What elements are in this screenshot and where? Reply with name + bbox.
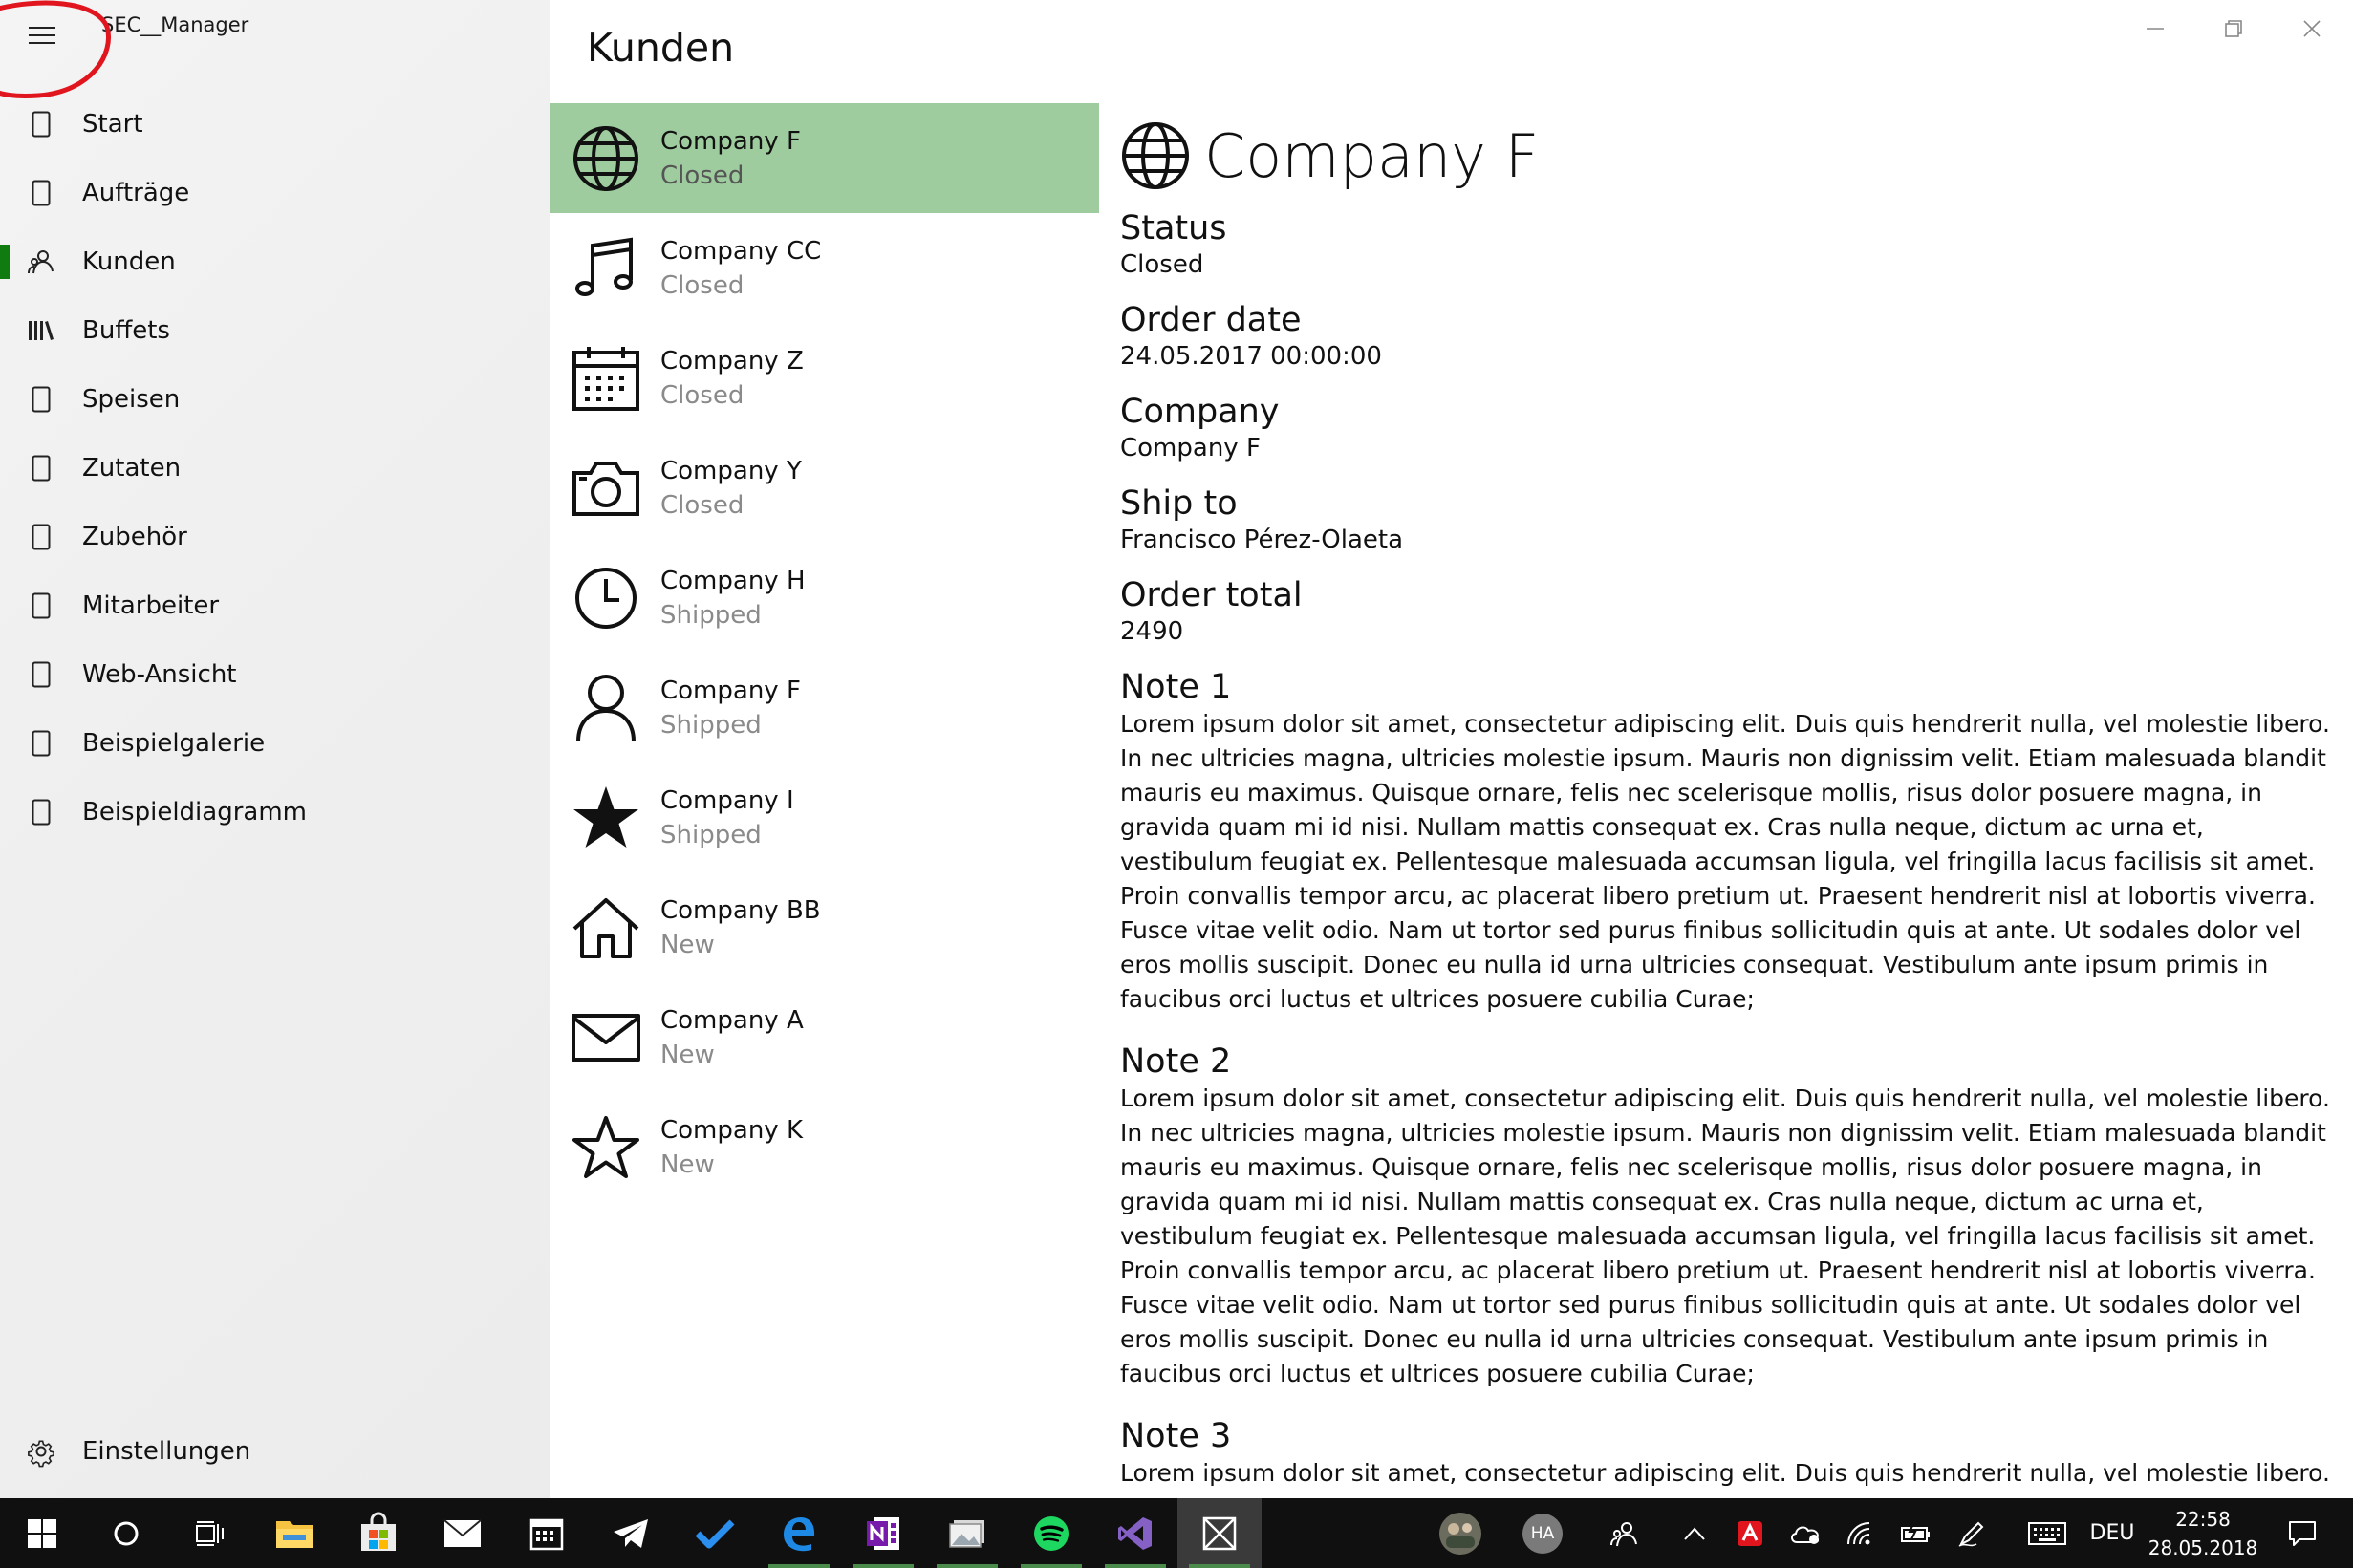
field-order-date — [1120, 300, 2332, 373]
list-item[interactable] — [550, 103, 1099, 213]
hamburger-icon — [29, 25, 57, 46]
spotify-button[interactable] — [1009, 1498, 1093, 1568]
task-view-icon — [195, 1520, 226, 1547]
list-item-status: New — [660, 1149, 715, 1179]
calendar-app-button[interactable] — [505, 1498, 589, 1568]
todo-button[interactable] — [673, 1498, 757, 1568]
app-title: SEC__Manager — [101, 13, 249, 36]
touch-keyboard-button[interactable] — [2020, 1498, 2074, 1568]
restore-button[interactable] — [2198, 8, 2269, 50]
mail-app-button[interactable] — [421, 1498, 505, 1568]
file-explorer-icon — [275, 1517, 313, 1550]
calendar-icon — [572, 345, 640, 412]
edge-icon — [781, 1515, 817, 1552]
contacts-icon — [28, 248, 54, 275]
nav-item-mitarbeiter[interactable] — [0, 572, 550, 639]
detail-header — [1120, 103, 2332, 208]
nav-item-zubehoer[interactable] — [0, 504, 550, 570]
input-language: DEU — [2089, 1521, 2135, 1545]
list-item-name: Company K — [660, 1115, 804, 1145]
note-text: Lorem ipsum dolor sit amet, consectetur adipiscing elit. Duis quis hendrerit nulla, vel molestie libero. In nec ultricies magna, ultricies molestie ipsum. Mauris non dignissim velit. Etiam malesuada blandit mauris eu maximus. Quisque ornare, felis nec scelerisque mollis, risus dolor posuere magna, in gravida quam mi id nisi. Nullam mattis consequat ex. Cras nulla neque, dictum ac urna et, vestibulum feugiat ex. Pellentesque malesuada accumsan ligula, vel fringilla lacus facilisis sit amet. Proin convallis tempor arcu, ac placerat libero pretium ut. Praesent hendrerit nisl at lobortis viverra. Fusce vitae velit odio. Nam ut tortor sed purus finibus sollicitudin quis at ante. Ut sodales dolor vel eros mollis suscipit. Donec eu nulla id urna ultricies consequat. Vestibulum ante ipsum primis in faucibus orci luctus et ultrices posuere cubilia Curae; — [1120, 710, 2330, 1013]
page-icon — [32, 111, 51, 138]
people-avatar-initials[interactable] — [1516, 1498, 1569, 1568]
mail-app-icon — [443, 1519, 482, 1548]
antivirus-icon — [1737, 1520, 1763, 1547]
taskbar — [0, 1498, 2353, 1568]
page-icon — [32, 524, 51, 550]
list-item-status: Closed — [660, 380, 745, 410]
home-icon — [572, 896, 639, 959]
list-item[interactable] — [550, 433, 1099, 543]
nav-item-label: Beispieldiagramm — [82, 798, 307, 827]
note-text: Lorem ipsum dolor sit amet, consectetur adipiscing elit. Duis quis hendrerit nulla, vel molestie libero. In nec ultricies magna, ultricies molestie ipsum. Mauris non dignissim velit. Etiam malesuada blandit mauris eu maximus. Quisque ornare, felis nec scelerisque mollis, risus dolor posuere magna, in gravida quam mi id nisi. Nullam mattis consequat ex. Cras nulla neque, dictum ac urna et, vestibulum feugiat ex. Pellentesque malesuada accumsan ligula, vel fringilla lacus facilisis sit amet. Proin convallis tempor arcu, ac placerat libero pretium ut. Praesent hendrerit nisl at lobortis viverra. Fusce vitae velit odio. Nam ut tortor sed purus finibus sollicitudin quis at ante. Ut sodales dolor vel eros mollis suscipit. Donec eu nulla id urna ultricies consequat. Vestibulum ante ipsum primis in faucibus orci luctus et ultrices posuere cubilia Curae; — [1120, 1085, 2330, 1387]
list-item-status: Closed — [660, 161, 745, 190]
list-item-name: Company Z — [660, 346, 804, 376]
file-explorer-button[interactable] — [252, 1498, 336, 1568]
list-item-name: Company CC — [660, 236, 822, 266]
action-center-icon — [2288, 1520, 2317, 1547]
battery-tray-button[interactable] — [1892, 1498, 1940, 1568]
clock-date: 28.05.2018 — [2148, 1536, 2258, 1559]
photos-icon — [948, 1518, 986, 1549]
restore-icon — [2225, 20, 2242, 37]
task-view-button[interactable] — [168, 1498, 252, 1568]
detail-pane — [1120, 103, 2332, 1498]
page-title: Kunden — [587, 25, 735, 71]
globe-icon — [1120, 120, 1191, 191]
page-icon — [32, 730, 51, 757]
page-icon — [32, 386, 51, 413]
customer-list — [550, 103, 1099, 1202]
show-hidden-icons-button[interactable] — [1671, 1498, 1718, 1568]
page-icon — [32, 592, 51, 619]
list-item-name: Company H — [660, 566, 806, 595]
navigation-pane — [0, 0, 550, 1498]
avatar-photo-icon — [1438, 1512, 1482, 1556]
windows-start-icon — [28, 1519, 56, 1548]
onenote-button[interactable] — [841, 1498, 925, 1568]
visual-studio-button[interactable] — [1093, 1498, 1177, 1568]
globe-icon — [572, 124, 640, 193]
onenote-icon — [865, 1515, 901, 1552]
list-item-name: Company BB — [660, 895, 821, 925]
nav-item-speisen[interactable] — [0, 366, 550, 433]
list-item-name: Company F — [660, 126, 801, 156]
detail-title: Company F — [1204, 120, 1540, 191]
nav-item-label: Zutaten — [82, 454, 182, 483]
visual-studio-icon — [1117, 1515, 1154, 1552]
wifi-icon — [1846, 1521, 1875, 1546]
list-item-status: Closed — [660, 270, 745, 300]
field-status — [1120, 208, 2332, 281]
nav-item-beispieldiagramm[interactable] — [0, 779, 550, 846]
list-item-status: Shipped — [660, 600, 762, 630]
input-language-button[interactable] — [2083, 1498, 2141, 1568]
battery-icon — [1900, 1523, 1932, 1544]
note-label: Note 3 — [1120, 1417, 1232, 1455]
onedrive-tray-button[interactable] — [1781, 1498, 1829, 1568]
clock — [2148, 1505, 2258, 1562]
nav-item-web-ansicht[interactable] — [0, 641, 550, 708]
list-item-status: Closed — [660, 490, 745, 520]
field-value: 24.05.2017 00:00:00 — [1120, 342, 1382, 371]
field-company — [1120, 392, 2332, 464]
nav-item-auftraege[interactable] — [0, 160, 550, 226]
nav-item-settings[interactable] — [0, 1418, 550, 1485]
action-center-button[interactable] — [2269, 1498, 2336, 1568]
list-item[interactable] — [550, 1092, 1099, 1202]
list-item[interactable] — [550, 872, 1099, 982]
app-window-icon — [1202, 1516, 1237, 1551]
close-button[interactable] — [2277, 8, 2347, 50]
nav-item-label: Beispielgalerie — [82, 729, 266, 758]
pen-workspace-icon — [1957, 1519, 1986, 1548]
field-ship-to — [1120, 483, 2332, 556]
minimize-icon — [2147, 20, 2164, 37]
clock-time: 22:58 — [2175, 1507, 2231, 1531]
todo-icon — [696, 1518, 734, 1549]
nav-item-label: Start — [82, 110, 143, 139]
calendar-app-icon — [529, 1516, 564, 1551]
page-icon — [32, 180, 51, 206]
field-label: Order total — [1120, 576, 1303, 614]
list-item[interactable] — [550, 543, 1099, 653]
field-label: Order date — [1120, 301, 1302, 339]
list-item[interactable] — [550, 653, 1099, 763]
nav-item-start[interactable] — [0, 91, 550, 158]
clock-icon — [573, 566, 638, 631]
telegram-button[interactable] — [589, 1498, 673, 1568]
chevron-up-icon — [1684, 1527, 1705, 1540]
field-value: 2490 — [1120, 617, 1184, 646]
telegram-icon — [612, 1517, 650, 1550]
nav-item-label: Speisen — [82, 385, 181, 414]
list-item-status: Shipped — [660, 710, 762, 740]
close-icon — [2303, 20, 2321, 37]
photos-button[interactable] — [925, 1498, 1009, 1568]
page-icon — [32, 799, 51, 826]
list-item-status: New — [660, 1040, 715, 1069]
settings-label: Einstellungen — [82, 1437, 251, 1466]
nav-item-label: Web-Ansicht — [82, 660, 237, 689]
clock-button[interactable] — [2150, 1498, 2256, 1568]
nav-item-label: Buffets — [82, 316, 170, 345]
note-label: Note 2 — [1120, 1042, 1232, 1081]
cortana-button[interactable] — [84, 1498, 168, 1568]
minimize-button[interactable] — [2120, 8, 2191, 50]
list-item-name: Company A — [660, 1005, 804, 1035]
star-outline-icon — [572, 1114, 640, 1181]
store-icon — [359, 1514, 398, 1553]
field-order-total — [1120, 575, 2332, 648]
cortana-icon — [113, 1520, 140, 1547]
store-button[interactable] — [336, 1498, 421, 1568]
antivirus-tray-button[interactable] — [1726, 1498, 1774, 1568]
wifi-tray-button[interactable] — [1837, 1498, 1885, 1568]
app-window-button[interactable] — [1177, 1498, 1262, 1568]
list-item-name: Company I — [660, 785, 794, 815]
nav-item-label: Mitarbeiter — [82, 591, 220, 620]
people-icon — [1610, 1520, 1639, 1547]
field-label: Ship to — [1120, 484, 1238, 523]
page-icon — [32, 661, 51, 688]
list-item[interactable] — [550, 323, 1099, 433]
people-button[interactable] — [1598, 1498, 1651, 1568]
music-note-icon — [573, 236, 638, 301]
nav-item-kunden[interactable] — [0, 228, 550, 295]
field-value: Company F — [1120, 434, 1261, 462]
keyboard-icon — [2028, 1522, 2066, 1545]
star-filled-icon — [572, 784, 640, 851]
note-label: Note 1 — [1120, 668, 1232, 706]
list-item[interactable] — [550, 763, 1099, 872]
nav-item-label: Kunden — [82, 247, 176, 276]
list-item[interactable] — [550, 982, 1099, 1092]
note-text: Lorem ipsum dolor sit amet, consectetur adipiscing elit. Duis quis hendrerit nulla, vel molestie libero. — [1120, 1459, 2330, 1487]
field-value: Closed — [1120, 250, 1204, 279]
page-icon — [32, 455, 51, 482]
camera-icon — [572, 460, 640, 517]
list-item-name: Company Y — [660, 456, 802, 485]
nav-item-zutaten[interactable] — [0, 435, 550, 502]
edge-button[interactable] — [757, 1498, 841, 1568]
avatar-initials: HA — [1530, 1523, 1555, 1543]
cloud-sync-icon — [1789, 1522, 1822, 1545]
field-label: Status — [1120, 209, 1227, 247]
people-avatar-photo[interactable] — [1434, 1498, 1487, 1568]
nav-item-label: Aufträge — [82, 179, 190, 207]
field-value: Francisco Pérez-Olaeta — [1120, 526, 1404, 554]
hamburger-menu-button[interactable] — [4, 4, 82, 67]
nav-item-buffets[interactable] — [0, 297, 550, 364]
library-icon — [28, 319, 54, 342]
start-button[interactable] — [0, 1498, 84, 1568]
list-item-name: Company F — [660, 676, 801, 705]
field-label: Company — [1120, 393, 1280, 431]
list-item-status: Shipped — [660, 820, 762, 849]
mail-icon — [572, 1014, 640, 1062]
nav-item-beispielgalerie[interactable] — [0, 710, 550, 777]
person-icon — [574, 673, 637, 743]
gear-icon — [27, 1437, 55, 1466]
pen-tray-button[interactable] — [1948, 1498, 1996, 1568]
list-item-status: New — [660, 930, 715, 959]
list-item[interactable] — [550, 213, 1099, 323]
spotify-icon — [1033, 1515, 1069, 1552]
nav-item-label: Zubehör — [82, 523, 187, 551]
